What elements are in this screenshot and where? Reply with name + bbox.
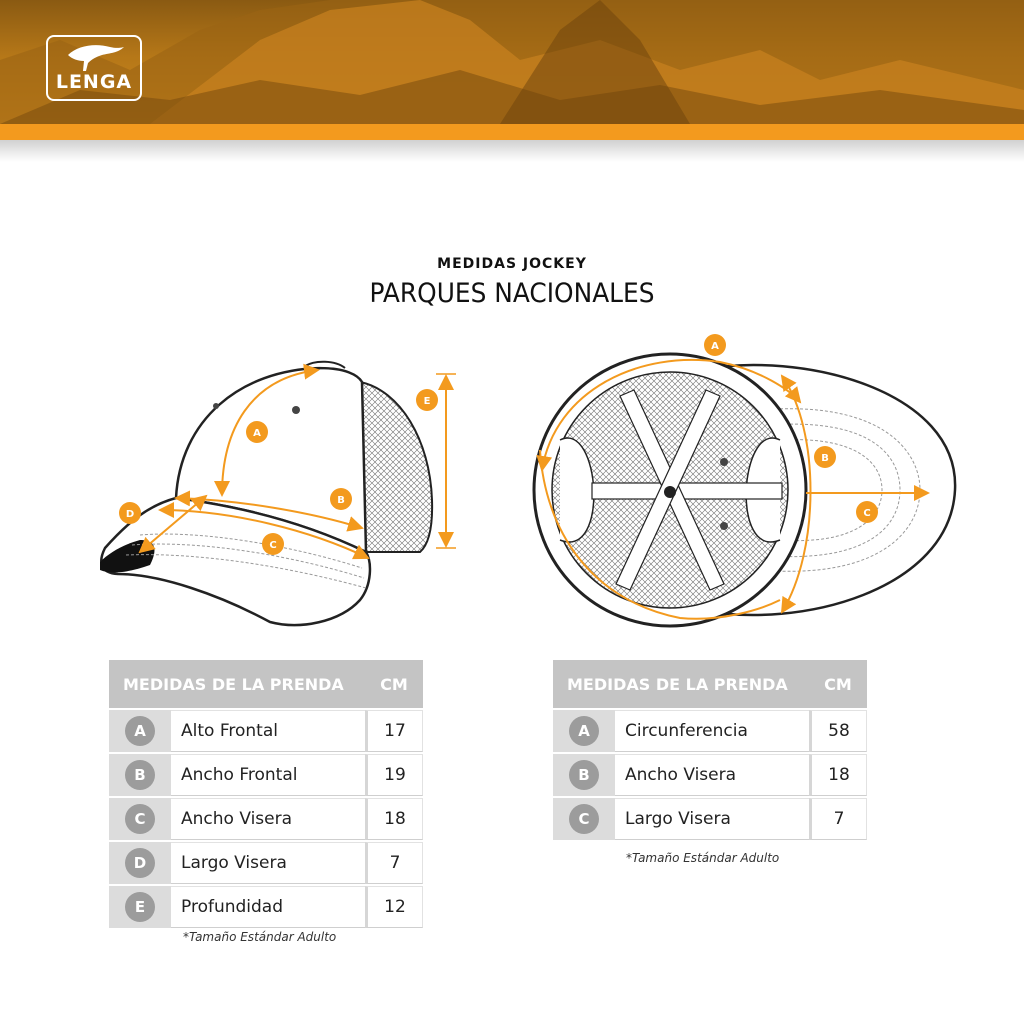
side-view-cap [100,362,456,625]
row-value: 19 [365,754,423,796]
brand-logo[interactable] [46,35,142,101]
row-value: 58 [809,710,867,752]
row-name: Circunferencia [615,710,809,752]
side-marker-C [262,533,284,555]
row-name: Ancho Visera [615,754,809,796]
table-row [109,710,423,752]
svg-text:A: A [711,341,719,352]
table-row [109,798,423,840]
size-note-right: *Tamaño Estándar Adulto [626,851,780,865]
table-row [109,754,423,796]
page-title: PARQUES NACIONALES [369,278,655,309]
table-row [553,710,867,752]
row-value: 18 [365,798,423,840]
header-label: MEDIDAS DE LA PRENDA [553,660,809,708]
svg-text:D: D [125,509,135,520]
row-name: Largo Visera [615,798,809,840]
row-letter-badge: C [125,804,155,834]
banner-shadow [0,140,1024,162]
header-unit: CM [809,660,867,708]
measurements-table-side [109,658,423,930]
table-header [553,660,867,708]
svg-text:C: C [863,508,871,519]
row-name: Ancho Frontal [171,754,365,796]
row-letter-badge: A [125,716,155,746]
size-note-left: *Tamaño Estándar Adulto [183,930,337,944]
row-value: 17 [365,710,423,752]
side-marker-D [119,502,141,524]
header-banner [0,0,1024,124]
row-value: 7 [809,798,867,840]
row-letter-badge: D [125,848,155,878]
table-row [553,754,867,796]
header-label: MEDIDAS DE LA PRENDA [109,660,365,708]
svg-text:B: B [821,453,829,464]
row-letter-badge: C [569,804,599,834]
table-row [109,886,423,928]
top-view-cap [534,354,955,626]
side-marker-E [416,389,438,411]
row-letter-badge: A [569,716,599,746]
top-marker-C [856,501,878,523]
row-name: Alto Frontal [171,710,365,752]
side-marker-B [330,488,352,510]
row-letter-badge: B [569,760,599,790]
table-row [109,842,423,884]
header-unit: CM [365,660,423,708]
row-letter-badge: E [125,892,155,922]
top-marker-B [814,446,836,468]
table-row [553,798,867,840]
measurements-table-top [553,658,867,842]
svg-text:E: E [423,396,431,407]
logo-text: LENGA [55,71,133,93]
row-value: 12 [365,886,423,928]
row-name: Largo Visera [171,842,365,884]
row-value: 18 [809,754,867,796]
row-name: Ancho Visera [171,798,365,840]
svg-text:C: C [269,540,277,551]
tree-icon [66,41,126,71]
table-header [109,660,423,708]
cap-diagrams [0,330,1024,650]
row-letter-badge: B [125,760,155,790]
mountain-landscape-icon [0,0,1024,124]
svg-text:A: A [253,428,261,439]
accent-stripe [0,124,1024,140]
svg-text:B: B [337,495,345,506]
page-subtitle: MEDIDAS JOCKEY [437,256,587,272]
row-name: Profundidad [171,886,365,928]
side-marker-A [246,421,268,443]
top-marker-A [704,334,726,356]
row-value: 7 [365,842,423,884]
